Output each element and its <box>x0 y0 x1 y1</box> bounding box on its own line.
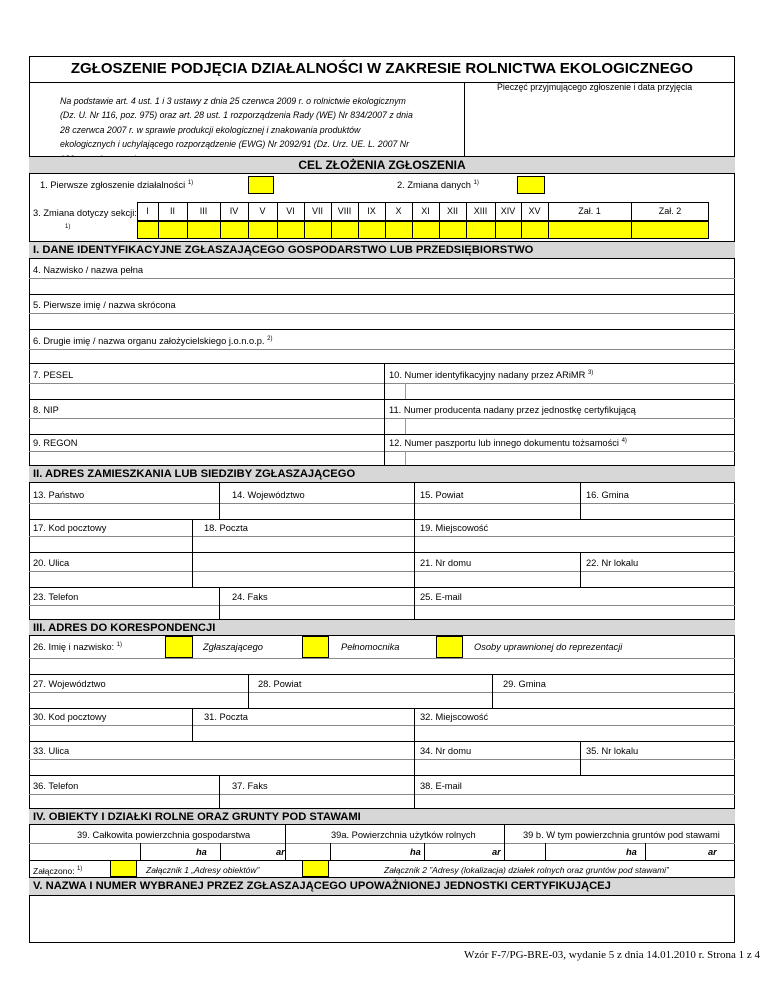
field-12-label: 12. Numer paszportu lub innego dokumentu tożsamości $^{4)}$ <box>389 437 627 448</box>
field-9-input[interactable] <box>29 451 384 465</box>
field-4-label: 4. Nazwisko / nazwa pełna <box>33 265 144 275</box>
field-18-label: 18. Poczta <box>204 523 248 533</box>
section-col-13-checkbox[interactable] <box>466 220 495 238</box>
attached-label: Załączono: $^{1)}$ <box>33 866 83 876</box>
field-31-label: 31. Poczta <box>204 712 248 722</box>
change-data-checkbox[interactable] <box>517 176 545 194</box>
section-col-7-checkbox[interactable] <box>304 220 331 238</box>
section-col-8-checkbox[interactable] <box>331 220 358 238</box>
section-col-17-label: Zał. 2 <box>658 206 682 216</box>
field-23-input[interactable] <box>29 605 219 619</box>
section-col-4-checkbox[interactable] <box>220 220 248 238</box>
field-19-input[interactable] <box>414 536 735 552</box>
option-proxy-checkbox[interactable] <box>302 636 329 658</box>
field-11-label: 11. Numer producenta nadany przez jednostkę certyfikującą <box>389 405 636 415</box>
field-22-label: 22. Nr lokalu <box>586 558 639 568</box>
field-20-label: 20. Ulica <box>33 558 70 568</box>
section-col-6-label: VI <box>286 206 295 216</box>
section-col-14-checkbox[interactable] <box>495 220 521 238</box>
field-14-input[interactable] <box>219 503 414 519</box>
option-representative-label: Osoby uprawnionej do reprezentacji <box>474 642 623 652</box>
field-10-label: 10. Numer identyfikacyjny nadany przez ARiMR $^{3)}$ <box>389 369 594 380</box>
section-col-4-label: IV <box>229 206 239 216</box>
section-col-11-label: XI <box>421 206 430 216</box>
field-27-input[interactable] <box>29 692 248 708</box>
field-39-ar-unit: ar <box>276 847 285 857</box>
section-col-5-label: V <box>259 206 266 216</box>
option-applicant-checkbox[interactable] <box>165 636 193 658</box>
change-data-label: 2. Zmiana danych $^{1)}$ <box>397 179 479 190</box>
field-32-input[interactable] <box>414 725 735 741</box>
field-28-label: 28. Powiat <box>258 679 302 689</box>
field-35-input[interactable] <box>580 759 735 775</box>
field-25-label: 25. E-mail <box>420 592 462 602</box>
field-33-input[interactable] <box>29 759 414 775</box>
field-39b-label: 39 b. W tym powierzchnia gruntów pod stawami <box>523 830 720 840</box>
attachment-2-checkbox[interactable] <box>302 860 329 877</box>
field-5-input[interactable] <box>29 313 735 329</box>
section-col-9-checkbox[interactable] <box>358 220 385 238</box>
field-39a-ha-unit: ha <box>410 847 421 857</box>
section-col-5-checkbox[interactable] <box>248 220 277 238</box>
field-34-label: 34. Nr domu <box>420 746 472 756</box>
section-1-title: I. DANE IDENTYFIKACYJNE ZGŁASZAJĄCEGO GOSPODARSTWO LUB PRZEDSIĘBIORSTWO <box>33 244 534 256</box>
section-col-2-checkbox[interactable] <box>158 220 187 238</box>
field-29-label: 29. Gmina <box>503 679 546 689</box>
sections-footnote: 1) <box>65 224 71 230</box>
attachment-1-label: Załącznik 1 „Adresy obiektów” <box>146 865 260 875</box>
field-21-input[interactable] <box>414 571 580 587</box>
option-representative-checkbox[interactable] <box>436 636 463 658</box>
attachment-2-label: Załącznik 2 ”Adresy (lokalizacja) działek rolnych oraz gruntów pod stawami” <box>384 865 669 875</box>
field-33-label: 33. Ulica <box>33 746 70 756</box>
field-35-label: 35. Nr lokalu <box>586 746 639 756</box>
field-38-input[interactable] <box>414 794 735 808</box>
field-39-ha-input[interactable] <box>140 843 220 860</box>
field-37-label: 37. Faks <box>232 781 268 791</box>
field-23-label: 23. Telefon <box>33 592 79 602</box>
field-8-label: 8. NIP <box>33 405 59 415</box>
field-26-label: 26. Imię i nazwisko: $^{1)}$ <box>33 641 123 652</box>
field-16-label: 16. Gmina <box>586 490 629 500</box>
section-col-6-checkbox[interactable] <box>277 220 304 238</box>
section-col-15-checkbox[interactable] <box>521 220 548 238</box>
certification-body-input[interactable] <box>29 896 735 943</box>
section-col-1-checkbox[interactable] <box>137 220 158 238</box>
section-col-14-label: XIV <box>500 206 516 216</box>
field-32-label: 32. Miejscowość <box>420 712 489 722</box>
field-39b-ha-unit: ha <box>626 847 637 857</box>
section-col-13-label: XIII <box>473 206 488 216</box>
field-4-input[interactable] <box>29 278 735 294</box>
field-17-label: 17. Kod pocztowy <box>33 523 107 533</box>
field-37-input[interactable] <box>219 794 414 808</box>
field-13-label: 13. Państwo <box>33 490 85 500</box>
field-19-label: 19. Miejscowość <box>420 523 489 533</box>
section-col-15-label: XV <box>528 206 541 216</box>
first-notice-label: 1. Pierwsze zgłoszenie działalności $^{1)}$ <box>40 179 194 190</box>
field-29-input[interactable] <box>492 692 735 708</box>
form-title: ZGŁOSZENIE PODJĘCIA DZIAŁALNOŚCI W ZAKRESIE ROLNICTWA EKOLOGICZNEGO <box>70 60 694 77</box>
field-20-input[interactable] <box>29 571 414 587</box>
section-5-title: V. NAZWA I NUMER WYBRANEJ PRZEZ ZGŁASZAJĄCEGO UPOWAŻNIONEJ JEDNOSTKI CERTYFIKUJĄCEJ <box>33 880 611 892</box>
field-12-input[interactable] <box>384 451 735 465</box>
section-4-title: IV. OBIEKTY I DZIAŁKI ROLNE ORAZ GRUNTY POD STAWAMI <box>33 811 361 823</box>
section-col-16-checkbox[interactable] <box>548 220 631 238</box>
option-proxy-label: Pełnomocnika <box>341 642 400 652</box>
field-25-input[interactable] <box>414 605 735 619</box>
field-8-input[interactable] <box>29 418 384 434</box>
section-col-2-label: II <box>169 206 175 216</box>
section-col-1-label: I <box>146 206 149 216</box>
field-30-input[interactable] <box>29 725 192 741</box>
section-col-12-checkbox[interactable] <box>439 220 466 238</box>
field-34-input[interactable] <box>414 759 580 775</box>
field-9-label: 9. REGON <box>33 438 78 448</box>
field-39-label: 39. Całkowita powierzchnia gospodarstwa <box>77 830 251 840</box>
section-col-8-label: VIII <box>337 206 352 216</box>
field-22-input[interactable] <box>580 571 735 587</box>
purpose-title: CEL ZŁOŻENIA ZGŁOSZENIA <box>298 158 466 172</box>
section-col-17-checkbox[interactable] <box>631 220 709 238</box>
field-30-label: 30. Kod pocztowy <box>33 712 107 722</box>
field-16-input[interactable] <box>580 503 735 519</box>
field-38-label: 38. E-mail <box>420 781 462 791</box>
section-col-11-checkbox[interactable] <box>412 220 439 238</box>
field-39b-ar-input[interactable] <box>645 843 735 860</box>
field-6-label: 6. Drugie imię / nazwa organu założycielskiego j.o.n.o.p. $^{2)}$ <box>33 335 273 346</box>
stamp-box <box>464 82 735 156</box>
section-col-10-label: X <box>395 206 402 216</box>
field-6-input[interactable] <box>29 349 735 363</box>
section-col-3-checkbox[interactable] <box>187 220 220 238</box>
section-2-title: II. ADRES ZAMIESZKANIA LUB SIEDZIBY ZGŁASZAJĄCEGO <box>33 468 356 480</box>
field-24-input[interactable] <box>219 605 414 619</box>
attachment-1-checkbox[interactable] <box>110 860 137 877</box>
field-18-input[interactable] <box>192 536 414 552</box>
section-col-9-label: IX <box>367 206 376 216</box>
field-5-label: 5. Pierwsze imię / nazwa skrócona <box>33 300 176 310</box>
field-11-input[interactable] <box>384 418 735 434</box>
field-7-label: 7. PESEL <box>33 370 74 380</box>
stamp-label: Pieczęć przyjmującego zgłoszenie i data przyjęcia <box>497 82 693 92</box>
field-28-input[interactable] <box>248 692 492 708</box>
form-footer: Wzór F-7/PG-BRE-03, wydanie 5 z dnia 14.01.2010 r. Strona 1 z 4 <box>463 949 760 961</box>
field-36-label: 36. Telefon <box>33 781 79 791</box>
first-notice-checkbox[interactable] <box>248 176 274 194</box>
field-39a-label: 39a. Powierzchnia użytków rolnych <box>331 830 476 840</box>
section-col-16-label: Zał. 1 <box>578 206 601 216</box>
field-13-input[interactable] <box>29 503 219 519</box>
field-24-label: 24. Faks <box>232 592 268 602</box>
field-14-label: 14. Województwo <box>232 490 305 500</box>
field-36-input[interactable] <box>29 794 219 808</box>
field-31-input[interactable] <box>192 725 414 741</box>
section-col-10-checkbox[interactable] <box>385 220 412 238</box>
section-3-title: III. ADRES DO KORESPONDENCJI <box>33 622 216 634</box>
option-applicant-label: Zgłaszającego <box>203 642 263 652</box>
field-15-label: 15. Powiat <box>420 490 464 500</box>
field-15-input[interactable] <box>414 503 580 519</box>
field-39a-ar-unit: ar <box>492 847 501 857</box>
field-21-label: 21. Nr domu <box>420 558 472 568</box>
field-39b-ar-unit: ar <box>708 847 717 857</box>
field-26-input[interactable] <box>29 658 735 674</box>
field-17-input[interactable] <box>29 536 192 552</box>
sections-label: 3. Zmiana dotyczy sekcji: <box>33 208 137 218</box>
field-39-ha-unit: ha <box>196 847 207 857</box>
field-7-input[interactable] <box>29 383 384 399</box>
section-col-12-label: XII <box>446 206 458 216</box>
legal-basis: Na podstawie art. 4 ust. 1 i 3 ustawy z dnia 25 czerwca 2009 r. o rolnictwie ekologicznym (Dz. U. Nr 116, poz. 975) oraz art. 28 ust. 1 rozporządzenia Rady (WE) Nr 834/2007 z dnia 28 czerwca 2007 r. w sprawie produkcji ekologicznej i znakowania produktów ekologicznych i uchylającego rozporządzenie (EWG) Nr 2092/91 (Dz. Urz. UE. L. 2007 Nr <box>60 96 413 150</box>
section-col-3-label: III <box>199 206 208 216</box>
section-col-7-label: VII <box>311 206 323 216</box>
field-27-label: 27. Województwo <box>33 679 106 689</box>
field-10-input[interactable] <box>384 383 735 399</box>
